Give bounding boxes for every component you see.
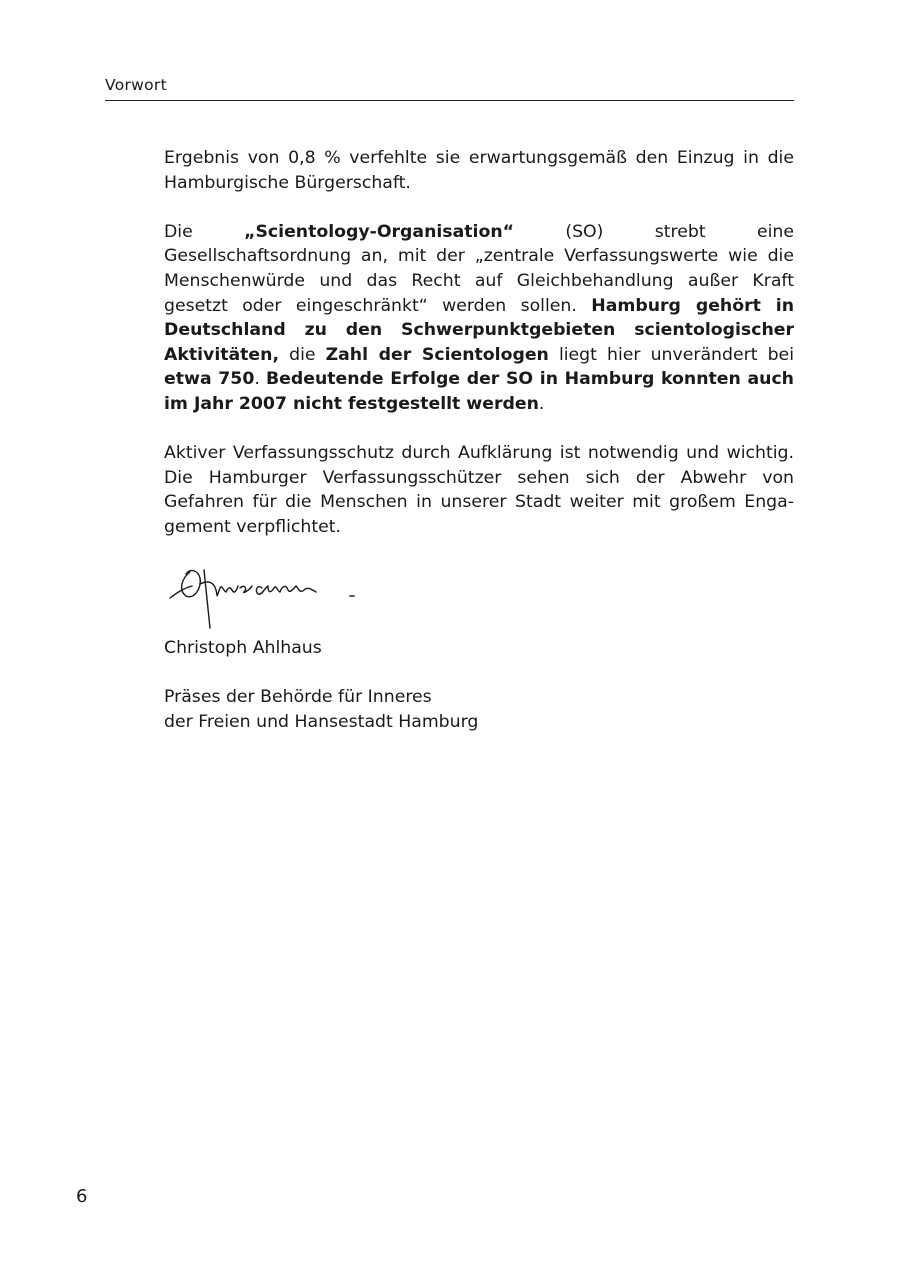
bold-span: etwa 750 xyxy=(164,369,255,390)
text-span: die xyxy=(279,344,326,365)
bold-span: Hamburg gehört in Deutschland zu den Schwerpunktgebieten scientologischer Aktivitäten, xyxy=(164,295,795,365)
title-line-2: der Freien und Hansestadt Hamburg xyxy=(164,711,479,732)
running-header xyxy=(105,74,794,101)
paragraph-3: Aktiver Verfassungsschutz durch Aufklärung ist notwendig und wichtig. Die Hamburger Verfassungsschützer sehen sich der Abwehr von Gefahren für die Menschen in unserer Stadt weiter mit großem Engagement verpflichtet. xyxy=(164,443,794,537)
text-span: . xyxy=(538,393,545,414)
text-span: liegt hier unverändert bei xyxy=(548,344,794,365)
bold-span: Zahl der Scientologen xyxy=(325,344,549,365)
bold-span: „Scientology-Organisation“ xyxy=(244,221,514,242)
bold-span: Bedeutende Erfolge der SO in Hamburg konnten auch im Jahr 2007 nicht festgestellt werden xyxy=(164,369,794,414)
signatory-name: Christoph Ahlhaus xyxy=(164,638,322,659)
text-span: Die xyxy=(164,221,245,242)
page-body xyxy=(164,146,794,734)
paragraph-1: Ergebnis von 0,8 % verfehlte sie erwartungsgemäß den Einzug in die Hamburgische Bürgerschaft. xyxy=(164,148,794,193)
text-span: . xyxy=(254,369,266,390)
page-number: 6 xyxy=(76,1186,88,1207)
signatory-title xyxy=(164,685,794,734)
text-span: (SO) strebt eine Gesellschaftsordnung an, mit der „zentrale Verfassungswerte wie die Menschenwürde und das Recht auf Gleichbehandlung außer Kraft gesetzt oder eingeschränkt“ werden sollen. xyxy=(164,221,795,316)
section-title: Vorwort xyxy=(105,76,167,94)
paragraph-2 xyxy=(164,220,794,417)
handwritten-signature xyxy=(164,558,794,636)
title-line-1: Präses der Behörde für Inneres xyxy=(164,687,432,708)
